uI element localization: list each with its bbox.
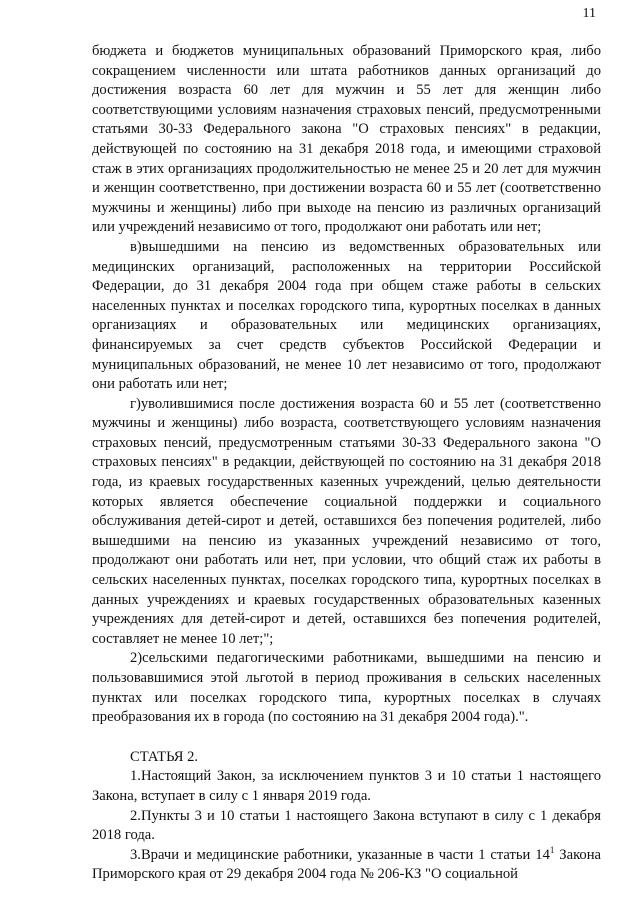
paragraph-item-g: г)уволившимися после достижения возраста 60 и 55 лет (соответственно мужчины и женщины) либо возраста, соответствующего условиям назначения страховых пенсий, предусмотренным статьями 30-33 Федерального закона "О страховых пенсиях" в редакции, действующей по состоянию на 31 декабря 2018 года, из краевых государственных казенных учреждений, целью деятельности которых является обеспечение социальной поддержки и социального обслуживания детей-сирот и детей, оставшихся без попечения родителей, либо вышедшими на пенсию из указанных учреждений независимо от того, продолжают они работать или нет, при условии, что общий стаж их работы в сельских населенных пунктах, поселках городского типа, курортных поселках в данных учреждениях и краевых государственных образовательных казенных учреждениях для детей-сирот и детей, оставшихся без попечения родителей, составляет не менее 10 лет;"; xyxy=(92,395,601,647)
paragraph-item-v: в)вышедшими на пенсию из ведомственных образовательных или медицинских организаций, расположенных на территории Российской Федерации, до 31 декабря 2004 года при общем стаже работы в сельских населенных пунктах и поселках городского типа, курортных поселках в данных организациях и образовательных или медицинских организациях, финансируемых за счет средств субъектов Российской Федерации и муниципальных образований, не менее 10 лет независимо от того, продолжают они работать или нет; xyxy=(92,238,601,393)
paragraph-item-2: 2)сельскими педагогическими работниками, вышедшими на пенсию и пользовавшимися этой льготой в период проживания в сельских населенных пунктах или поселках городского типа, курортных поселках в случаях преобразования их в города (по состоянию на 31 декабря 2004 года).". xyxy=(92,650,601,726)
page-number: 11 xyxy=(582,6,596,21)
document-body xyxy=(92,42,601,885)
paragraph-article2-3-start: 3.Врачи и медицинские работники, указанные в части 1 статьи 14 xyxy=(130,846,550,863)
paragraph-article2-2: 2.Пункты 3 и 10 статьи 1 настоящего Закона вступают в силу с 1 декабря 2018 года. xyxy=(92,807,601,844)
paragraph-article2-1: 1.Настоящий Закон, за исключением пунктов 3 и 10 статьи 1 настоящего Закона, вступает в силу с 1 января 2019 года. xyxy=(92,768,601,804)
spacer xyxy=(92,728,601,748)
article-heading: СТАТЬЯ 2. xyxy=(130,748,199,765)
paragraph-article2-3 xyxy=(92,846,601,885)
superscript: 1 xyxy=(549,844,555,855)
paragraph-article2-3-end: Закона Приморского края от 29 декабря 2004 года № 206-КЗ "О социальной xyxy=(92,846,601,883)
paragraph-continuation: бюджета и бюджетов муниципальных образований Приморского края, либо сокращением численности или штата работников данных организаций до достижения возраста 60 лет для мужчин и 55 лет для женщин либо соответствующими условиям назначения страховых пенсий, предусмотренными статьями 30-33 Федерального закона "О страховых пенсиях" в редакции, действующей по состоянию на 31 декабря 2018 года, и имеющими страховой стаж в этих организациях продолжительностью не менее 25 и 20 лет для мужчин и женщин соответственно, при достижении возраста 60 и 55 лет (соответственно мужчины и женщины) либо при выходе на пенсию из различных организаций или учреждений независимо от того, продолжают они работать или нет; xyxy=(92,43,601,236)
